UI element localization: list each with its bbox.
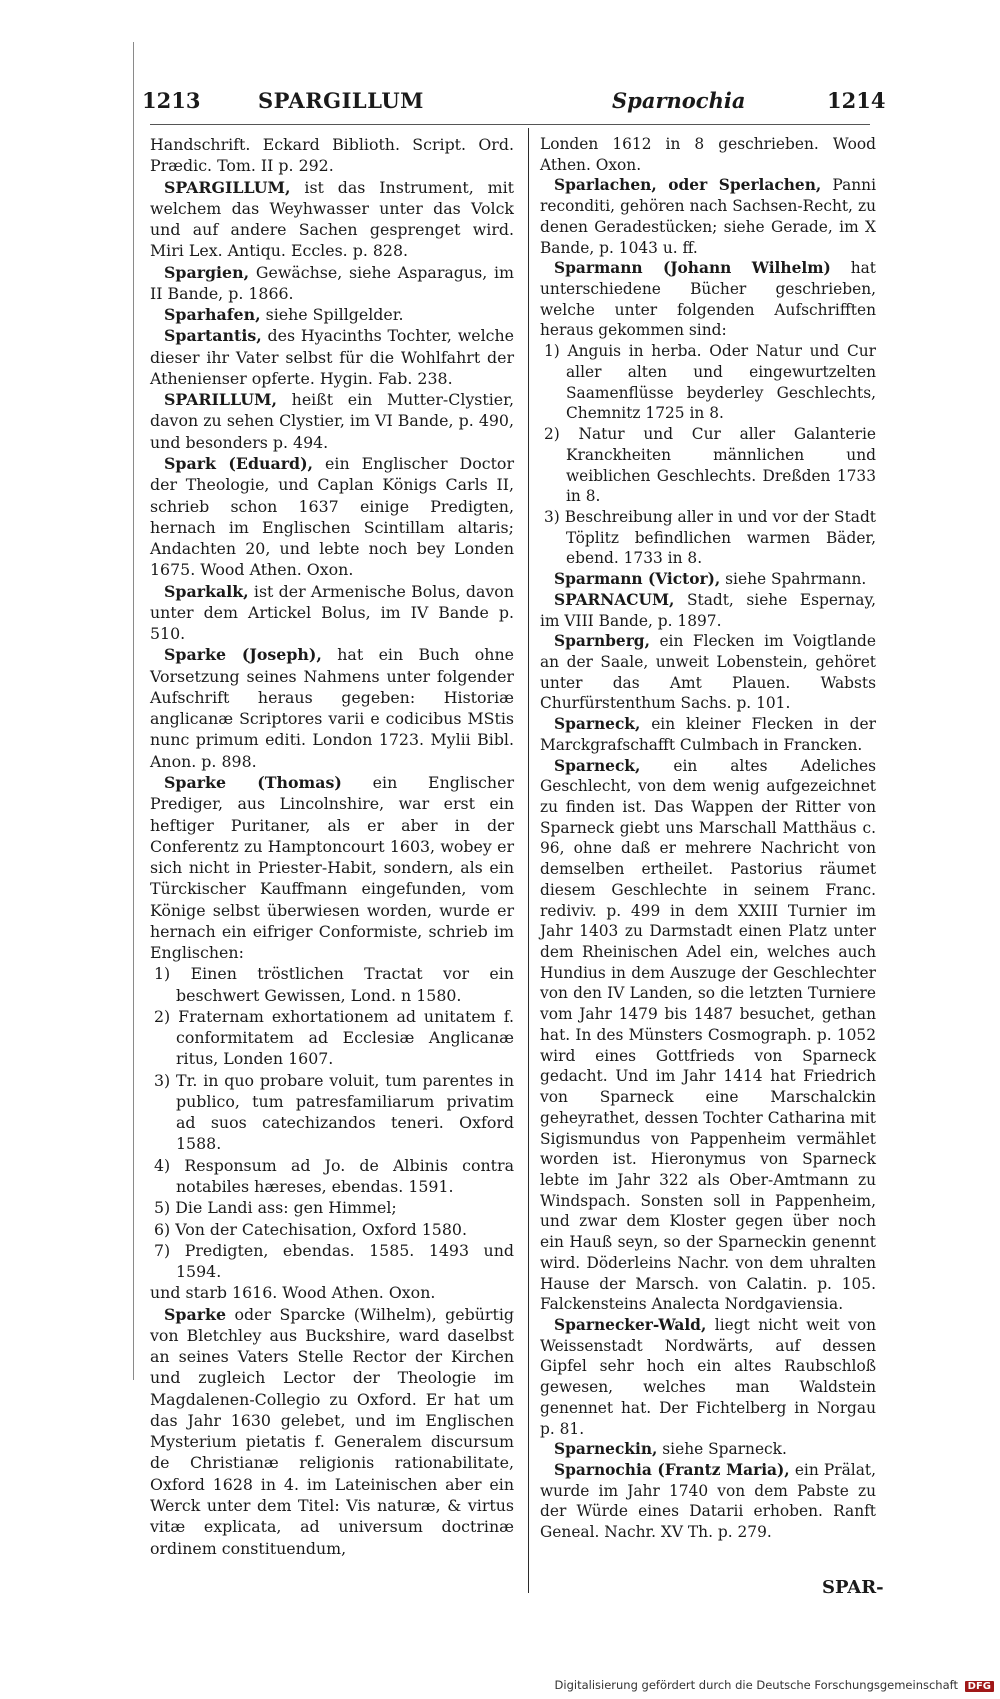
entry-headword: Sparmann (Johann Wilhelm) (554, 259, 831, 278)
entry-text: Stadt, siehe Espernay, im VIII Bande, p. 1897. (540, 590, 876, 630)
entry-headword: Sparnecker-Wald, (554, 1315, 707, 1334)
entry-text: ein Prälat, wurde im Jahr 1740 von dem Pabste zu der Würde eines Datarii erhoben. Ranft Geneal. Nachr. XV Th. p. 279. (540, 1461, 876, 1542)
entry-text: ist das Instrument, mit welchem das Weyhwasser unter das Volck und auf andere Sachen gesprenget wird. Miri Lex. Antiqu. Eccles. p. 828. (150, 177, 514, 261)
entry-text: hat unterschiedene Bücher geschrieben, welche unter folgenden Aufschrifften heraus gekommen sind: (540, 259, 876, 340)
entry-text: oder Sparcke (Wilhelm), gebürtig von Bletchley aus Buckshire, ward daselbst an seines Vaters Stelle Rector der Kirchen und zugleich Lector der Theologie im Magdalenen-Collegio zu Oxford. Er hat um das Jahr 1630 gelebet, und im Englischen Mysterium pietatis f. Generalem discursum de Christianæ religionis rationabilitate, Oxford 1628 in 4. im Lateinischen aber ein Werck unter dem Titel: Vis naturæ, & virtus vitæ explicata, ad universum doctrinæ ordinem constituendum, (150, 1304, 514, 1558)
dictionary-entry (150, 389, 514, 453)
dictionary-entry (540, 714, 876, 755)
entry-continuation (540, 134, 876, 175)
dictionary-entry (150, 772, 514, 963)
dictionary-entry (150, 453, 514, 581)
running-head-left: SPARGILLUM (258, 88, 424, 113)
dictionary-entry (540, 258, 876, 341)
entry-headword: Sparnochia (Frantz Maria), (554, 1461, 790, 1479)
list-item: 3) Tr. in quo probare voluit, tum parentes in publico, tum patresfamiliarum privatim ad suos catechizandos teneri. Oxford 1588. (154, 1070, 514, 1154)
entry-headword: Sparmann (Victor), (554, 570, 721, 589)
entry-headword: Sparlachen, oder Sperlachen, (554, 176, 822, 195)
entry-text: ein kleiner Flecken in der Marckgrafschafft Culmbach in Francken. (540, 715, 876, 754)
dictionary-entry (150, 644, 514, 772)
column-divider (528, 128, 529, 1593)
entry-text: ein Englischer Doctor der Theologie, und Caplan Königs Carls II, schrieb schon 1637 einige Predigten, hernach im Englischen Scintillam altaris; Andachten 20, und lebte noch bey Londen 1675. Wood Athen. Oxon. (150, 453, 514, 580)
entry-text: siehe Sparneck. (657, 1440, 787, 1459)
dictionary-entry (540, 631, 876, 714)
page-number-right: 1214 (827, 88, 886, 113)
list-item: 4) Responsum ad Jo. de Albinis contra notabiles hæreses, ebendas. 1591. (154, 1155, 514, 1197)
entry-continuation (150, 1282, 514, 1303)
entry-text: Londen 1612 in 8 geschrieben. Wood Athen. Oxon. (540, 135, 876, 174)
numbered-list (540, 341, 876, 569)
dictionary-entry (540, 569, 876, 590)
entry-text: Handschrift. Eckard Biblioth. Script. Ord. Prædic. Tom. II p. 292. (150, 135, 514, 176)
list-item: 5) Die Landi ass: gen Himmel; (154, 1198, 397, 1218)
dictionary-entry (150, 304, 514, 325)
entry-headword: Sparnberg, (554, 632, 650, 651)
dictionary-entry (540, 175, 876, 258)
dictionary-entry (150, 581, 514, 645)
entry-headword: SPARNACUM, (554, 590, 675, 609)
entry-headword: Spartantis, (164, 326, 262, 346)
list-item: 2) Natur und Cur aller Galanterie Kranckheiten männlichen und weiblichen Geschlechts. Dreßden 1733 in 8. (544, 425, 876, 506)
entry-text: und starb 1616. Wood Athen. Oxon. (150, 1283, 436, 1303)
entry-text: siehe Spillgelder. (260, 305, 404, 325)
entry-text: liegt nicht weit von Weissenstadt Nordwärts, auf dessen Gipfel sehr hoch ein altes Raubschloß gewesen, welches man Waldstein genennet hat. Der Fichtelberg in Norgau p. 81. (540, 1315, 876, 1438)
numbered-list (150, 963, 514, 1282)
entry-text: hat ein Buch ohne Vorsetzung seines Nahmens unter folgender Aufschrift heraus gegeben: Historiæ anglicanæ Scriptores varii e codicibus MStis nunc primum editi. London 1723. Mylii Bibl. Anon. p. 898. (150, 645, 514, 771)
entry-headword: Sparke (Thomas) (164, 772, 342, 792)
dictionary-entry (540, 1315, 876, 1439)
dfg-logo: DFG (965, 1681, 994, 1692)
page-number-left: 1213 (142, 88, 201, 113)
digitization-credit (555, 1678, 994, 1692)
list-item: 3) Beschreibung aller in und vor der Stadt Töplitz befindlichen warmen Bäder, ebend. 1733 in 8. (544, 507, 876, 568)
dictionary-entry (150, 325, 514, 389)
entry-text: heißt ein Mutter-Clystier, davon zu sehen Clystier, im VI Bande, p. 490, und besonders p. 494. (150, 390, 514, 452)
entry-headword: Sparneck, (554, 715, 641, 734)
entry-headword: Sparke (164, 1304, 227, 1324)
entry-text: Gewächse, siehe Asparagus, im II Bande, p. 1866. (150, 262, 514, 303)
margin-rule (133, 42, 134, 1380)
list-item: 2) Fraternam exhortationem ad unitatem f. conformitatem ad Ecclesiæ Anglicanæ ritus, Londen 1607. (154, 1006, 514, 1069)
dictionary-entry (540, 1439, 876, 1460)
entry-headword: Spark (Eduard), (164, 453, 314, 473)
dictionary-entry (150, 177, 514, 262)
list-item: 7) Predigten, ebendas. 1585. 1493 und 1594. (154, 1240, 514, 1282)
credit-text: Digitalisierung gefördert durch die Deutsche Forschungsgemeinschaft (554, 1678, 958, 1692)
catchword: SPAR- (822, 1577, 884, 1598)
entry-continuation (150, 134, 514, 177)
entry-headword: SPARGILLUM, (164, 177, 291, 197)
list-item: 6) Von der Catechisation, Oxford 1580. (154, 1219, 467, 1239)
entry-text: des Hyacinths Tochter, welche dieser ihr Vater selbst für die Wohlfahrt der Athenienser opferte. Hygin. Fab. 238. (150, 326, 514, 388)
dictionary-entry (150, 262, 514, 305)
list-item: 1) Anguis in herba. Oder Natur und Cur aller alten und eingewurtzelten Saamenflüsse beyderley Geschlechts, Chemnitz 1725 in 8. (544, 342, 876, 423)
right-column (540, 134, 876, 1543)
entry-text: ein altes Adeliches Geschlecht, von dem wenig aufgezeichnet zu finden ist. Das Wappen der Ritter von Sparneck giebt uns Marschall Matthäus c. 96, ohne daß er mehrere Nachricht von demselben ertheilet. Pastorius räumet diesem Geschlechte in seinem Franc. rediviv. p. 499 in dem XXIII Turnier im Jahr 1403 zu Darmstadt einen Platz unter dem Rheinischen Adel ein, welches auch Hundius in dem Auszuge der Geschlechter von den IV Landen, so die letzten Turniere vom Jahr 1479 bis 1487 besuchet, gethan hat. In des Münsters Cosmograph. p. 1052 wird eines Gottfrieds von Sparneck gedacht. Und im Jahr 1414 hat Friedrich von Sparneck eine Marschalckin geheyrathet, dessen Tochter Catharina mit Sigismundus von Pappenheim vermählet worden ist. Hieronymus von Sparneck lebte im Jahr 322 als Ober-Amtmann zu Windspach. Sonsten soll in Pappenheim, und zwar dem Kloster gegen über noch ein Hauß seyn, so der Sparneckin genennt wird. Döderleins Nachr. von dem uhralten Hause der Marsch. von Calatin. p. 105. Falckensteins Analecta Nordgaviensia. (540, 756, 876, 1314)
header-rule (150, 124, 870, 125)
entry-text: ein Flecken im Voigtlande an der Saale, unweit Lobenstein, gehöret unter das Amt Plauen. Wabsts Churfürstenthum Sachs. p. 101. (540, 632, 876, 713)
entry-headword: Sparneckin, (554, 1440, 658, 1459)
entry-text: siehe Spahrmann. (720, 570, 867, 589)
entry-headword: Sparhafen, (164, 305, 261, 325)
entry-headword: Spargien, (164, 262, 250, 282)
dictionary-entry (150, 1304, 514, 1559)
dictionary-entry (540, 1460, 876, 1543)
left-column (150, 134, 514, 1559)
dictionary-entry (540, 756, 876, 1315)
running-head-right: Sparnochia (612, 88, 746, 113)
list-item: 1) Einen tröstlichen Tractat vor ein beschwert Gewissen, Lond. n 1580. (154, 964, 514, 1005)
entry-headword: Sparke (Joseph), (164, 645, 322, 665)
entry-headword: SPARILLUM, (164, 390, 278, 410)
entry-text: Panni reconditi, gehören nach Sachsen-Recht, zu denen Geradestücken; siehe Gerade, im X Bande, p. 1043 u. ff. (540, 176, 876, 257)
entry-text: ist der Armenische Bolus, davon unter dem Artickel Bolus, im IV Bande p. 510. (150, 581, 514, 644)
dictionary-entry (540, 590, 876, 631)
entry-text: ein Englischer Prediger, aus Lincolnshire, war erst ein heftiger Puritaner, als er aber in der Conferentz zu Hamptoncourt 1603, wobey er sich nicht in Priester-Habit, sondern, als ein Türckischer Kauffmann eingefunden, vom Könige selbst überwiesen worden, wurde er hernach ein eifriger Conformiste, schrieb im Englischen: (150, 772, 514, 963)
entry-headword: Sparneck, (554, 756, 641, 775)
entry-headword: Sparkalk, (164, 581, 249, 601)
